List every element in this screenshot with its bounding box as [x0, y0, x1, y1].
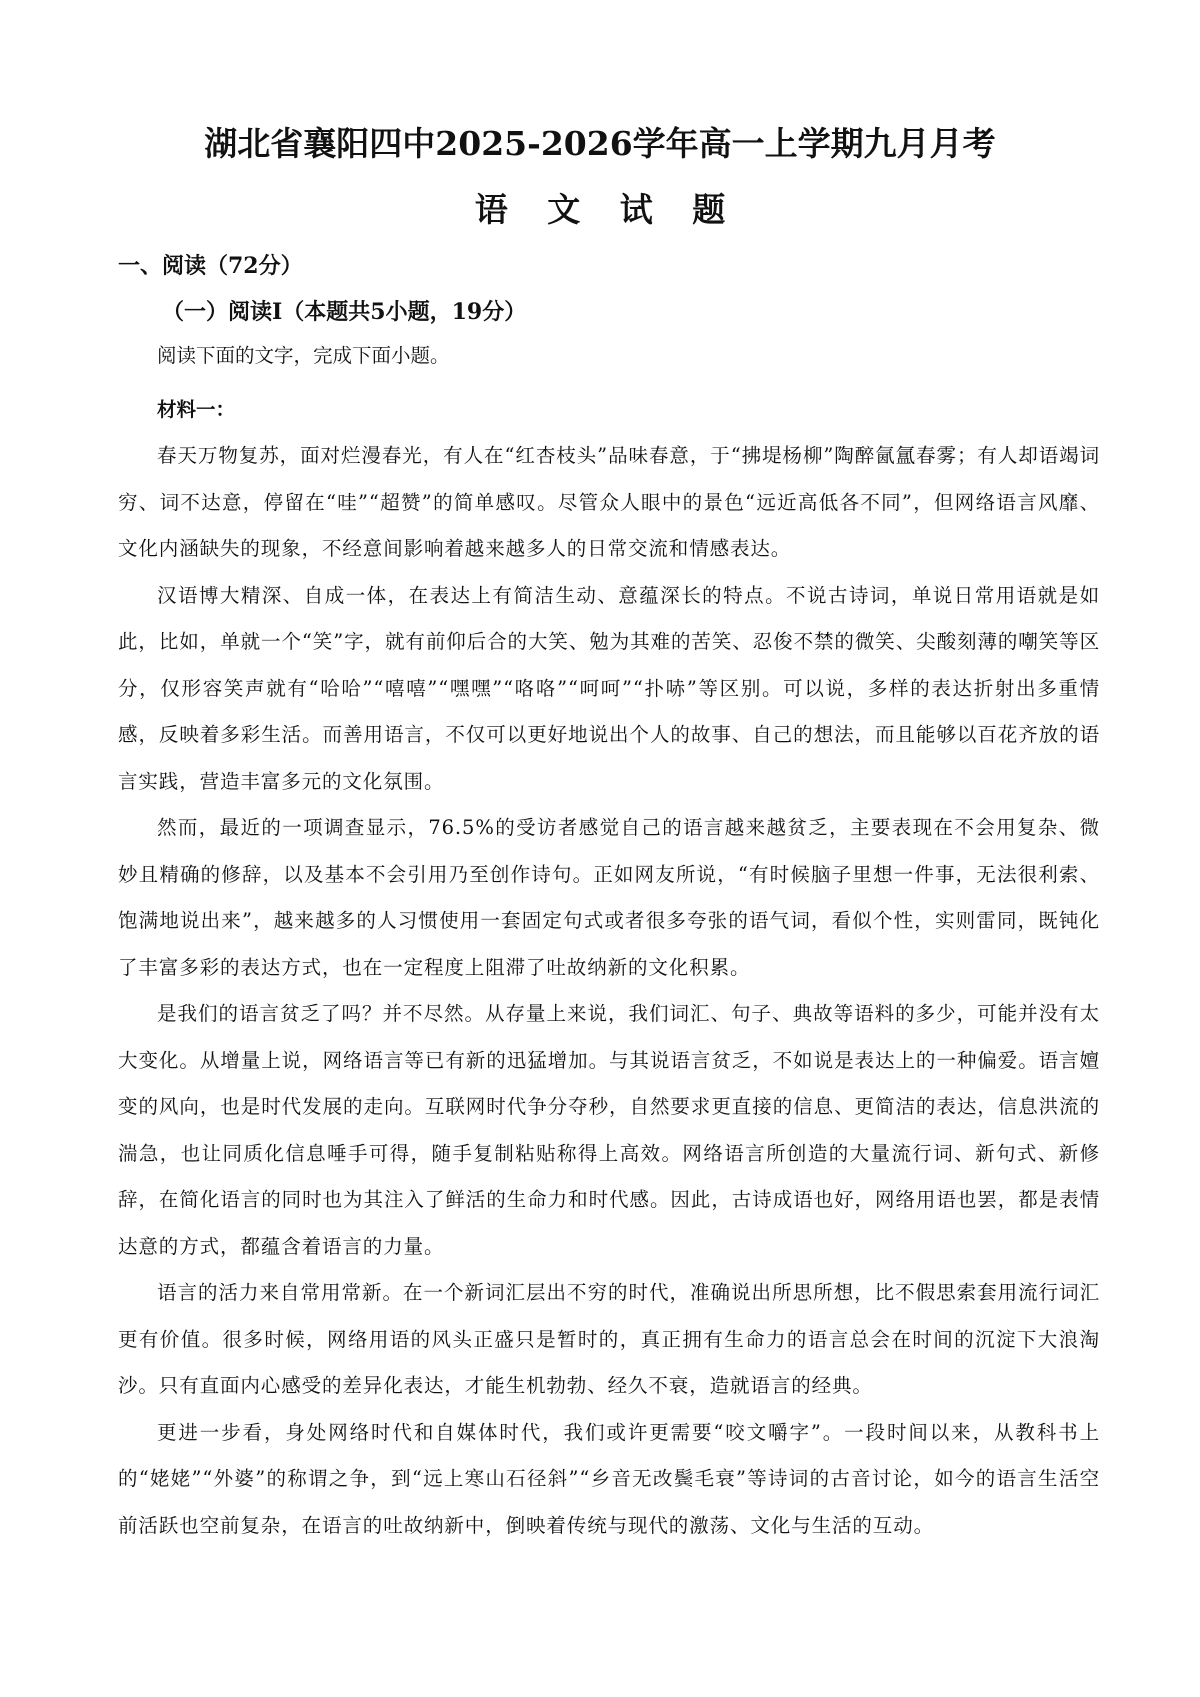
exam-title: 湖北省襄阳四中2025-2026学年高一上学期九月月考 [204, 124, 996, 163]
paragraph-4: 是我们的语言贫乏了吗？并不尽然。从存量上来说，我们词汇、句子、典故等语料的多少，可能并没有太大变化。从增量上说，网络语言等已有新的迅猛增加。与其说语言贫乏，不如说是表达上的一种偏爱。语言嬗变的风向，也是时代发展的走向。互联网时代争分夺秒，自然要求更直接的信息、更简洁的表达，信息洪流的湍急，也让同质化信息唾手可得，随手复制粘贴称得上高效。网络语言所创造的大量流行词、新句式、新修辞，在简化语言的同时也为其注入了鲜活的生命力和时代感。因此，古诗成语也好，网络用语也罢，都是表情达意的方式，都蕴含着语言的力量。 [118, 1002, 1100, 1258]
reading-instruction: 阅读下面的文字，完成下面小题。 [157, 344, 450, 367]
section-heading: 一、阅读（72分） [118, 253, 303, 279]
material-label: 材料一： [157, 398, 236, 421]
paragraph-3: 然而，最近的一项调查显示，76.5%的受访者感觉自己的语言越来越贫乏，主要表现在不会用复杂、微妙且精确的修辞，以及基本不会引用乃至创作诗句。正如网友所说，“有时候脑子里想一件事，无法很利索、饱满地说出来”，越来越多的人习惯使用一套固定句式或者很多夸张的语气词，看似个性，实则雷同，既钝化了丰富多彩的表达方式，也在一定程度上阻滞了吐故纳新的文化积累。 [118, 816, 1100, 979]
paragraph-6: 更进一步看，身处网络时代和自媒体时代，我们或许更需要“咬文嚼字”。一段时间以来，从教科书上的“姥姥”“外婆”的称谓之争，到“远上寒山石径斜”“乡音无改鬓毛衰”等诗词的古音讨论，如今的语言生活空前活跃也空前复杂，在语言的吐故纳新中，倒映着传统与现代的激荡、文化与生活的互动。 [118, 1420, 1100, 1537]
exam-subtitle: 语 文 试 题 [474, 190, 740, 229]
paragraph-1: 春天万物复苏，面对烂漫春光，有人在“红杏枝头”品味春意，于“拂堤杨柳”陶醉氤氲春雾；有人却语竭词穷、词不达意，停留在“哇”“超赞”的简单感叹。尽管众人眼中的景色“远近高低各不同”，但网络语言风靡、文化内涵缺失的现象，不经意间影响着越来越多人的日常交流和情感表达。 [118, 444, 1100, 560]
reading-passage [118, 433, 1100, 1549]
paragraph-5: 语言的活力来自常用常新。在一个新词汇层出不穷的时代，准确说出所思所想，比不假思索套用流行词汇更有价值。很多时候，网络用语的风头正盛只是暂时的，真正拥有生命力的语言总会在时间的沉淀下大浪淘沙。只有直面内心感受的差异化表达，才能生机勃勃、经久不衰，造就语言的经典。 [118, 1281, 1100, 1397]
paragraph-2: 汉语博大精深、自成一体，在表达上有简洁生动、意蕴深长的特点。不说古诗词，单说日常用语就是如此，比如，单就一个“笑”字，就有前仰后合的大笑、勉为其难的苦笑、忍俊不禁的微笑、尖酸刻薄的嘲笑等区分，仅形容笑声就有“哈哈”“嘻嘻”“嘿嘿”“咯咯”“呵呵”“扑哧”等区别。可以说，多样的表达折射出多重情感，反映着多彩生活。而善用语言，不仅可以更好地说出个人的故事、自己的想法，而且能够以百花齐放的语言实践，营造丰富多元的文化氛围。 [118, 583, 1100, 793]
subsection-heading: （一）阅读Ⅰ（本题共5小题，19分） [162, 299, 527, 325]
